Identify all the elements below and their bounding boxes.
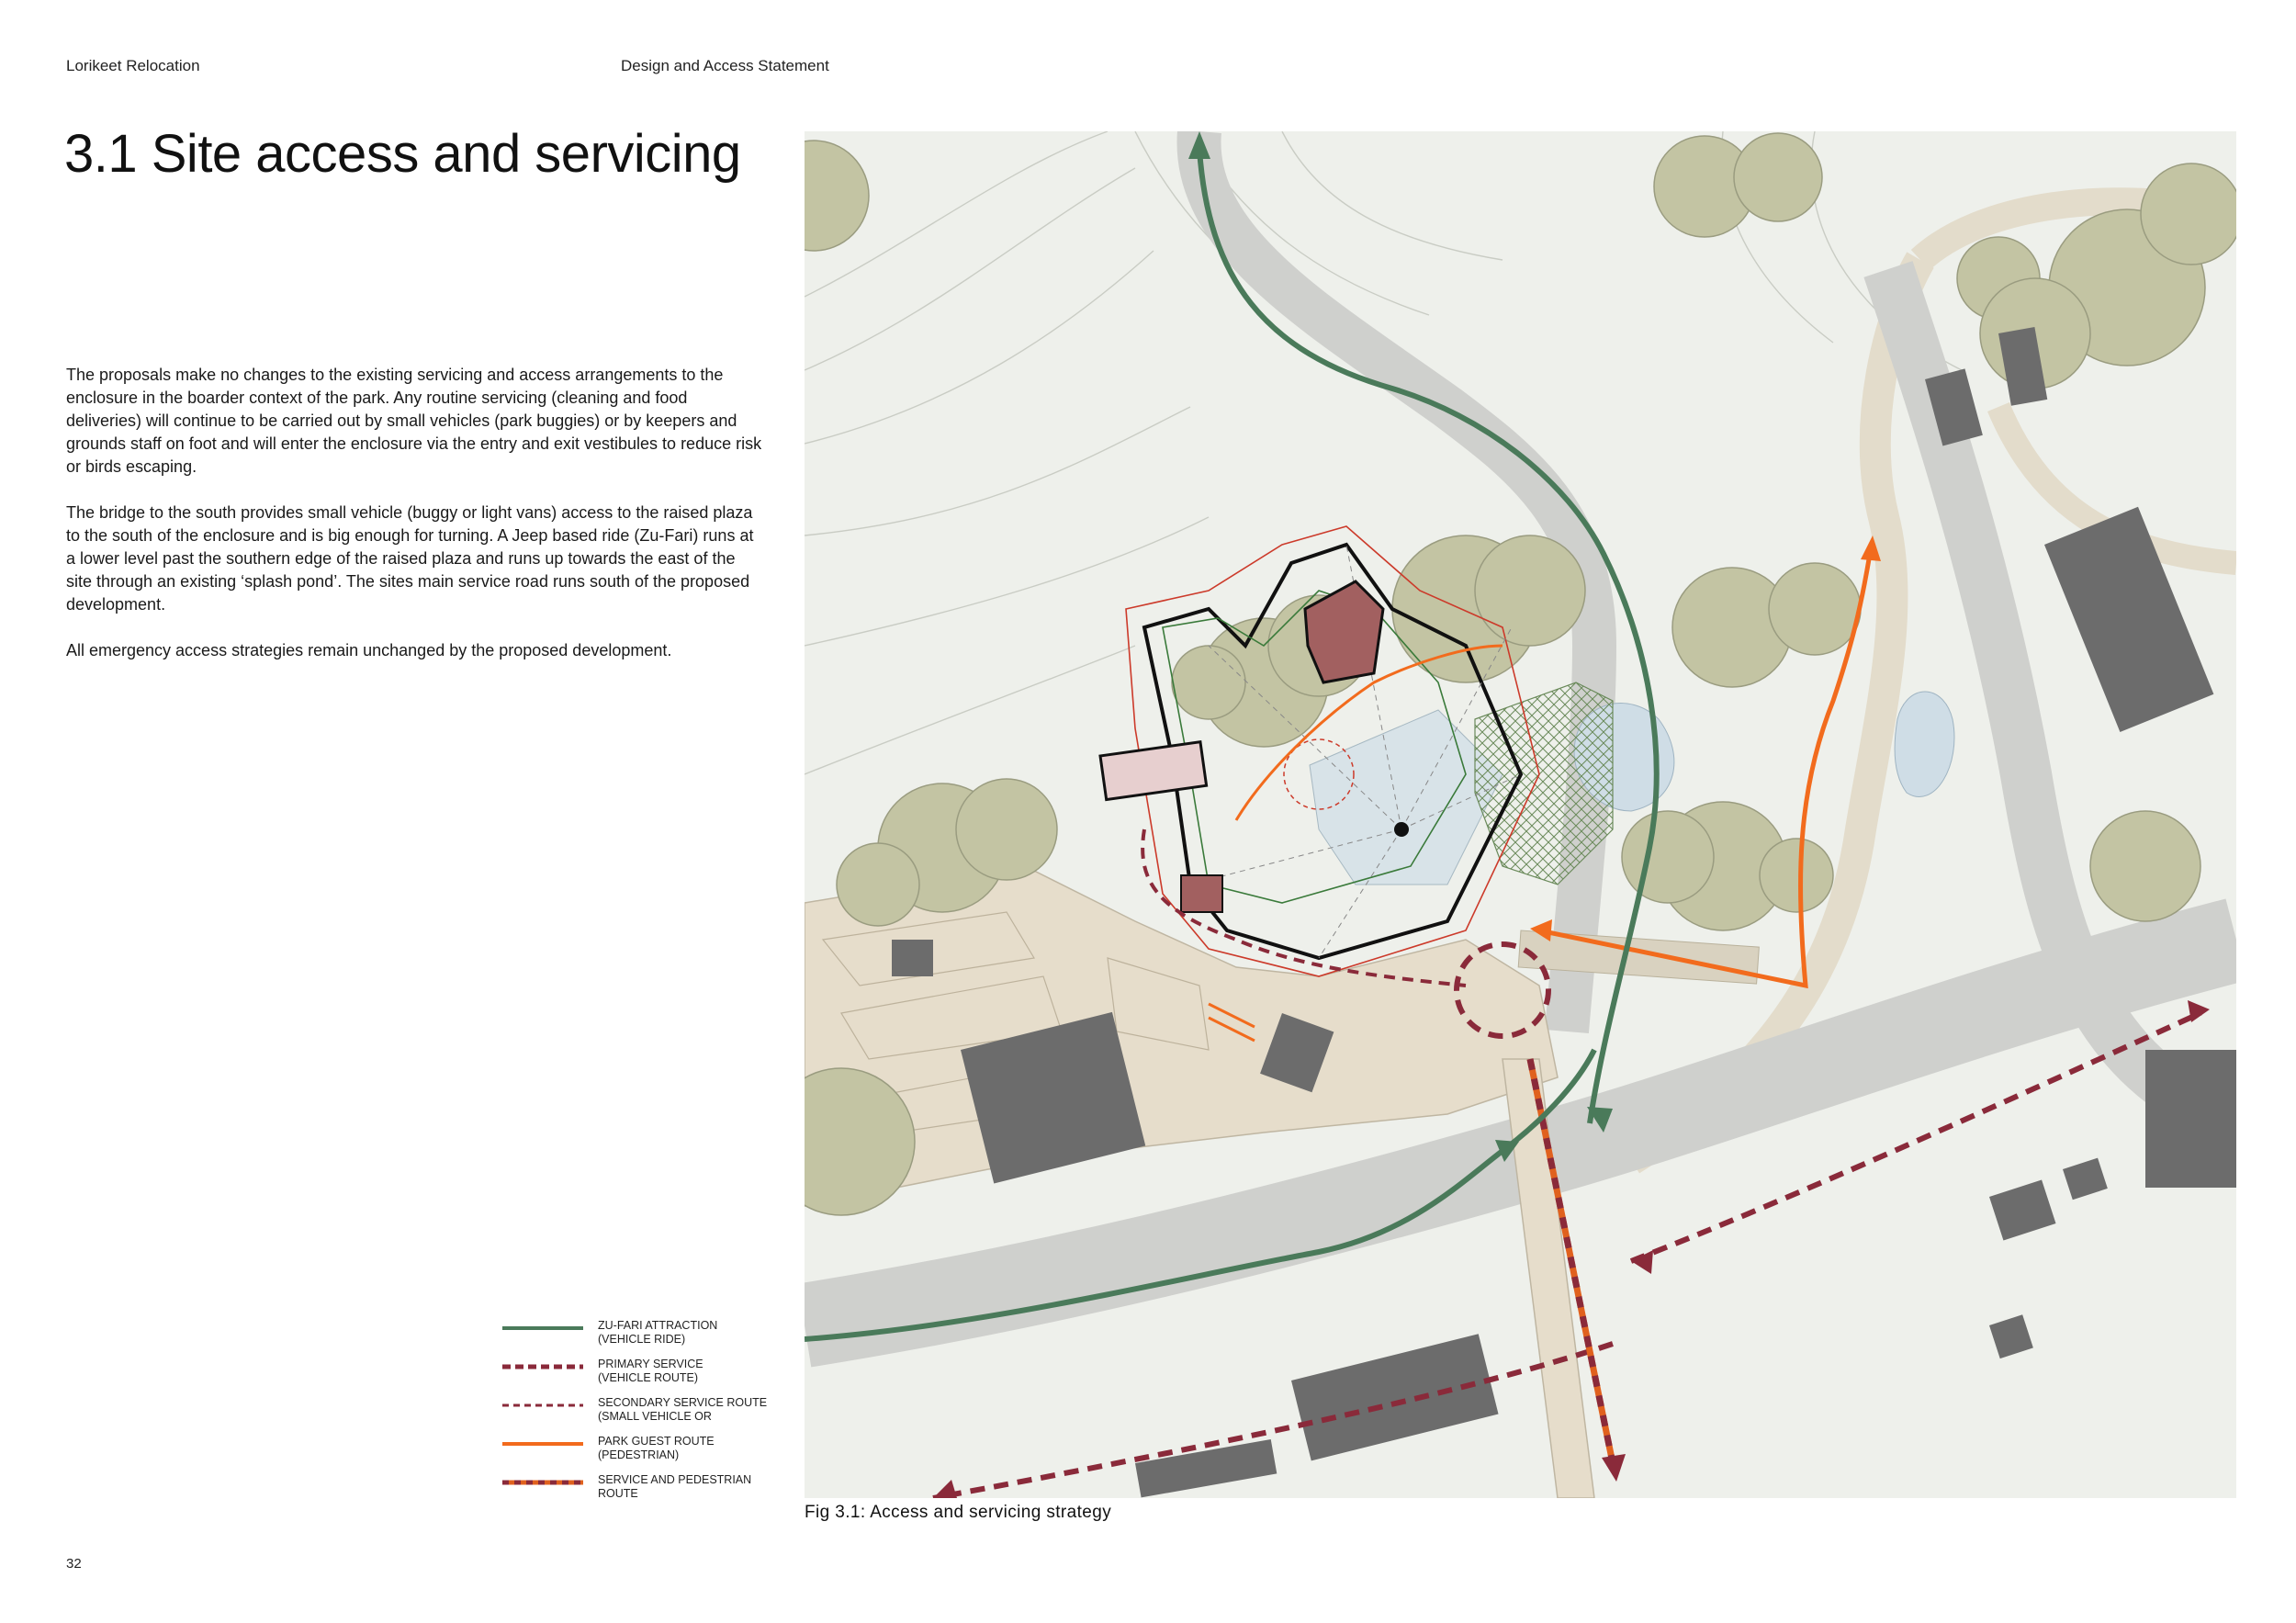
site-access-plan: [805, 131, 2236, 1498]
legend-label-line1: SECONDARY SERVICE ROUTE: [598, 1396, 768, 1409]
orange-red-dashed-line-icon: [502, 1477, 585, 1488]
legend-label-line2: (PEDESTRIAN): [598, 1448, 680, 1461]
section-title: 3.1 Site access and servicing: [64, 124, 741, 184]
legend-label-line1: SERVICE AND PEDESTRIAN: [598, 1473, 752, 1486]
red-thick-dashed-line-icon: [502, 1361, 585, 1372]
legend-label-line1: PRIMARY SERVICE: [598, 1358, 703, 1370]
red-thin-dashed-line-icon: [502, 1400, 585, 1411]
running-header-subtitle: Design and Access Statement: [621, 57, 829, 74]
legend-item-secondary-service: [502, 1396, 778, 1435]
legend-label-line2: ROUTE: [598, 1486, 638, 1500]
vestibule-store: [1181, 875, 1222, 912]
central-mast: [1394, 822, 1409, 837]
map-legend: [502, 1319, 778, 1512]
legend-item-zu-fari: [502, 1319, 778, 1358]
body-text: [66, 364, 764, 685]
legend-label-line1: ZU-FARI ATTRACTION: [598, 1319, 718, 1332]
paragraph-bridge-access: The bridge to the south provides small vehicle (buggy or light vans) access to the raised plaza to the south of the enclosure and is big enough for turning. A Jeep based ride (Zu-Fari) runs at a lower level past the southern edge of the raised plaza and runs up towards the east of the site through an existing ‘splash pond’. The sites main service road runs south of the proposed development.: [66, 503, 754, 614]
legend-item-service-pedestrian: [502, 1473, 778, 1512]
legend-label-line2: (VEHICLE RIDE): [598, 1332, 686, 1346]
legend-label-line2: (VEHICLE ROUTE): [598, 1370, 699, 1384]
legend-item-park-guest: [502, 1435, 778, 1473]
legend-item-primary-service: [502, 1358, 778, 1396]
paragraph-emergency-access: All emergency access strategies remain unchanged by the proposed development.: [66, 641, 672, 659]
legend-label-line1: PARK GUEST ROUTE: [598, 1435, 715, 1448]
legend-label-line2: (SMALL VEHICLE OR: [598, 1409, 712, 1423]
page-number: 32: [66, 1556, 82, 1572]
figure-caption: Fig 3.1: Access and servicing strategy: [805, 1503, 1112, 1522]
paragraph-servicing: The proposals make no changes to the existing servicing and access arrangements to the enclosure in the boarder context of the park. Any routine servicing (cleaning and food deliveries) will continue to be carried out by small vehicles (park buggies) or by keepers and grounds staff on foot and will enter the enclosure via the entry and exit vestibules to reduce risk or birds escaping.: [66, 366, 762, 476]
running-header-title: Lorikeet Relocation: [66, 57, 200, 74]
orange-solid-line-icon: [502, 1438, 585, 1449]
green-solid-line-icon: [502, 1323, 585, 1334]
